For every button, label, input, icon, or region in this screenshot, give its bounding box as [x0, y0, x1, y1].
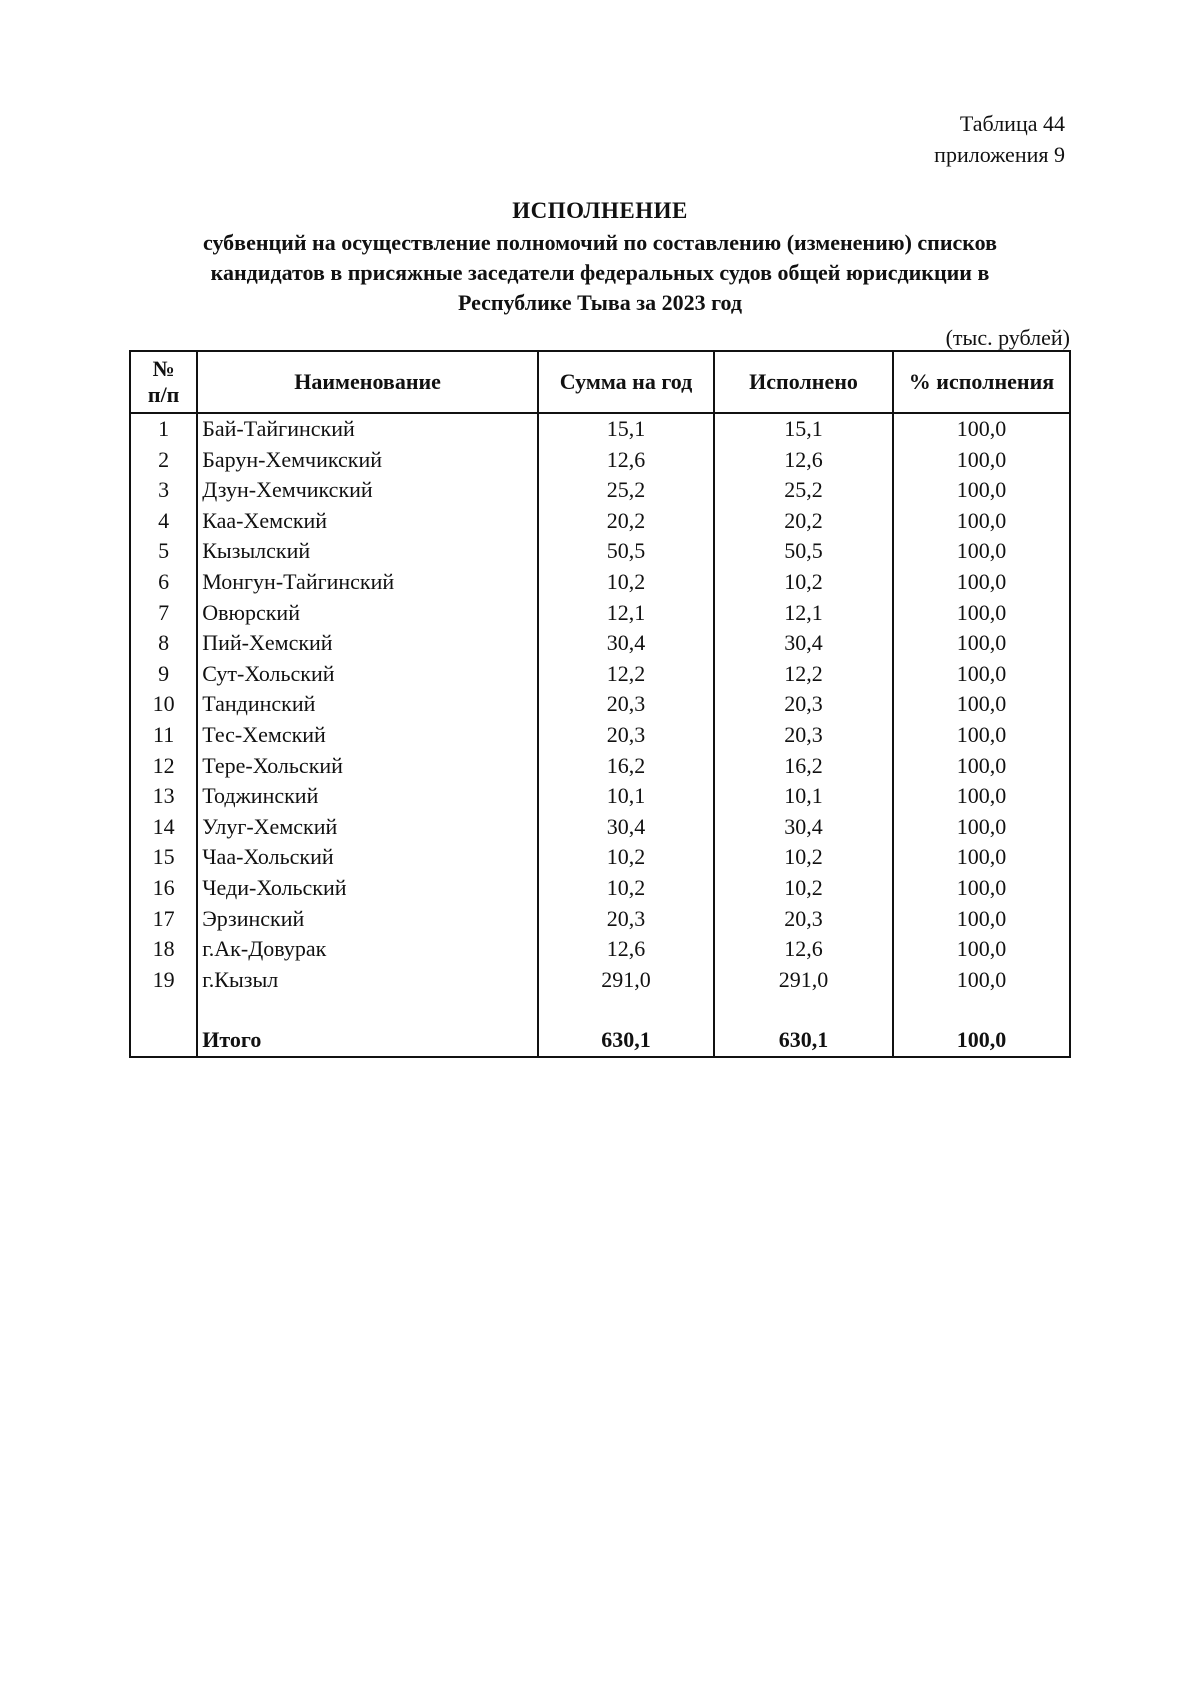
- document-subtitle-line-3: Республике Тыва за 2023 год: [457, 290, 743, 315]
- row-percent: 100,0: [893, 536, 1070, 567]
- row-sum: 25,2: [538, 475, 714, 506]
- table-row: [130, 904, 1070, 935]
- spacer-cell: [714, 995, 893, 1025]
- row-sum: 30,4: [538, 628, 714, 659]
- row-sum: 20,3: [538, 904, 714, 935]
- header-number-line-1: №: [152, 356, 175, 381]
- row-number: 4: [130, 506, 197, 537]
- table-row: [130, 475, 1070, 506]
- header-number-line-2: п/п: [147, 382, 180, 407]
- row-percent: 100,0: [893, 873, 1070, 904]
- table-row: [130, 567, 1070, 598]
- execution-table: [129, 350, 1071, 1058]
- row-number: 18: [130, 934, 197, 965]
- appendix-number: приложения 9: [934, 142, 1065, 167]
- row-done: 30,4: [714, 812, 893, 843]
- header-sum: Сумма на год: [538, 351, 714, 413]
- spacer-cell: [197, 995, 538, 1025]
- row-sum: 12,6: [538, 445, 714, 476]
- row-sum: 12,6: [538, 934, 714, 965]
- total-row: [130, 1025, 1070, 1057]
- table-row: [130, 506, 1070, 537]
- row-number: 16: [130, 873, 197, 904]
- row-done: 10,1: [714, 781, 893, 812]
- row-done: 291,0: [714, 965, 893, 996]
- row-number: 8: [130, 628, 197, 659]
- row-sum: 20,3: [538, 689, 714, 720]
- row-done: 12,6: [714, 934, 893, 965]
- row-done: 12,1: [714, 598, 893, 629]
- row-percent: 100,0: [893, 812, 1070, 843]
- row-percent: 100,0: [893, 751, 1070, 782]
- table-row: [130, 413, 1070, 445]
- row-percent: 100,0: [893, 934, 1070, 965]
- row-sum: 15,1: [538, 413, 714, 445]
- row-name: Монгун-Тайгинский: [197, 567, 538, 598]
- table-row: [130, 628, 1070, 659]
- row-number: 1: [130, 413, 197, 445]
- row-name: Овюрский: [197, 598, 538, 629]
- row-done: 20,3: [714, 904, 893, 935]
- row-name: Дзун-Хемчикский: [197, 475, 538, 506]
- row-done: 10,2: [714, 567, 893, 598]
- table-header: [130, 351, 1070, 413]
- row-percent: 100,0: [893, 842, 1070, 873]
- row-sum: 10,1: [538, 781, 714, 812]
- row-number: 19: [130, 965, 197, 996]
- row-sum: 30,4: [538, 812, 714, 843]
- header-number: [130, 351, 197, 413]
- row-percent: 100,0: [893, 598, 1070, 629]
- row-done: 12,2: [714, 659, 893, 690]
- row-name: Кызылский: [197, 536, 538, 567]
- row-number: 11: [130, 720, 197, 751]
- row-name: г.Кызыл: [197, 965, 538, 996]
- table-row: [130, 934, 1070, 965]
- table-row: [130, 965, 1070, 996]
- row-sum: 10,2: [538, 873, 714, 904]
- row-name: Пий-Хемский: [197, 628, 538, 659]
- row-sum: 50,5: [538, 536, 714, 567]
- row-sum: 20,3: [538, 720, 714, 751]
- row-percent: 100,0: [893, 965, 1070, 996]
- table-row: [130, 536, 1070, 567]
- total-sum: 630,1: [538, 1025, 714, 1057]
- row-sum: 16,2: [538, 751, 714, 782]
- row-number: 2: [130, 445, 197, 476]
- table-row: [130, 781, 1070, 812]
- total-name: Итого: [197, 1025, 538, 1057]
- total-done: 630,1: [714, 1025, 893, 1057]
- row-name: Барун-Хемчикский: [197, 445, 538, 476]
- table-body: [130, 413, 1070, 1057]
- row-number: 13: [130, 781, 197, 812]
- row-percent: 100,0: [893, 659, 1070, 690]
- document-title: ИСПОЛНЕНИЕ: [512, 198, 688, 223]
- row-number: 9: [130, 659, 197, 690]
- row-done: 10,2: [714, 842, 893, 873]
- row-percent: 100,0: [893, 689, 1070, 720]
- row-sum: 291,0: [538, 965, 714, 996]
- table-row: [130, 445, 1070, 476]
- row-percent: 100,0: [893, 413, 1070, 445]
- header-percent: % исполнения: [893, 351, 1070, 413]
- units-label: (тыс. рублей): [945, 325, 1070, 350]
- header-done: Исполнено: [714, 351, 893, 413]
- table-row: [130, 873, 1070, 904]
- row-number: 14: [130, 812, 197, 843]
- row-name: г.Ак-Довурак: [197, 934, 538, 965]
- row-number: 17: [130, 904, 197, 935]
- row-sum: 20,2: [538, 506, 714, 537]
- row-done: 16,2: [714, 751, 893, 782]
- row-name: Улуг-Хемский: [197, 812, 538, 843]
- table-row: [130, 842, 1070, 873]
- row-number: 3: [130, 475, 197, 506]
- row-name: Тере-Хольский: [197, 751, 538, 782]
- total-percent: 100,0: [893, 1025, 1070, 1057]
- table-number: Таблица 44: [959, 111, 1065, 136]
- table-row: [130, 659, 1070, 690]
- row-sum: 10,2: [538, 842, 714, 873]
- spacer-cell: [538, 995, 714, 1025]
- row-sum: 12,2: [538, 659, 714, 690]
- spacer-cell: [130, 995, 197, 1025]
- row-percent: 100,0: [893, 475, 1070, 506]
- row-name: Бай-Тайгинский: [197, 413, 538, 445]
- row-percent: 100,0: [893, 445, 1070, 476]
- row-percent: 100,0: [893, 904, 1070, 935]
- header-name: Наименование: [197, 351, 538, 413]
- row-done: 25,2: [714, 475, 893, 506]
- row-number: 6: [130, 567, 197, 598]
- row-number: 5: [130, 536, 197, 567]
- spacer-cell: [893, 995, 1070, 1025]
- row-percent: 100,0: [893, 628, 1070, 659]
- row-done: 30,4: [714, 628, 893, 659]
- table-row: [130, 812, 1070, 843]
- row-percent: 100,0: [893, 506, 1070, 537]
- row-name: Чаа-Хольский: [197, 842, 538, 873]
- row-percent: 100,0: [893, 781, 1070, 812]
- table-row: [130, 689, 1070, 720]
- row-name: Чеди-Хольский: [197, 873, 538, 904]
- document-heading: [130, 196, 1070, 318]
- row-percent: 100,0: [893, 720, 1070, 751]
- total-number: [130, 1025, 197, 1057]
- row-sum: 12,1: [538, 598, 714, 629]
- table-row: [130, 598, 1070, 629]
- row-number: 10: [130, 689, 197, 720]
- row-sum: 10,2: [538, 567, 714, 598]
- row-done: 10,2: [714, 873, 893, 904]
- spacer-row: [130, 995, 1070, 1025]
- row-name: Сут-Хольский: [197, 659, 538, 690]
- table-row: [130, 720, 1070, 751]
- row-done: 20,2: [714, 506, 893, 537]
- row-done: 20,3: [714, 689, 893, 720]
- document-subtitle-line-2: кандидатов в присяжные заседатели федеральных судов общей юрисдикции в: [210, 260, 990, 285]
- table-reference: [934, 108, 1065, 170]
- document-subtitle-line-1: субвенций на осуществление полномочий по составлению (изменению) списков: [203, 230, 997, 255]
- row-number: 15: [130, 842, 197, 873]
- row-percent: 100,0: [893, 567, 1070, 598]
- row-name: Каа-Хемский: [197, 506, 538, 537]
- row-name: Тандинский: [197, 689, 538, 720]
- row-name: Тоджинский: [197, 781, 538, 812]
- table-row: [130, 751, 1070, 782]
- row-name: Эрзинский: [197, 904, 538, 935]
- header-row: [130, 351, 1070, 413]
- row-number: 12: [130, 751, 197, 782]
- row-name: Тес-Хемский: [197, 720, 538, 751]
- row-done: 15,1: [714, 413, 893, 445]
- row-done: 12,6: [714, 445, 893, 476]
- row-number: 7: [130, 598, 197, 629]
- row-done: 50,5: [714, 536, 893, 567]
- row-done: 20,3: [714, 720, 893, 751]
